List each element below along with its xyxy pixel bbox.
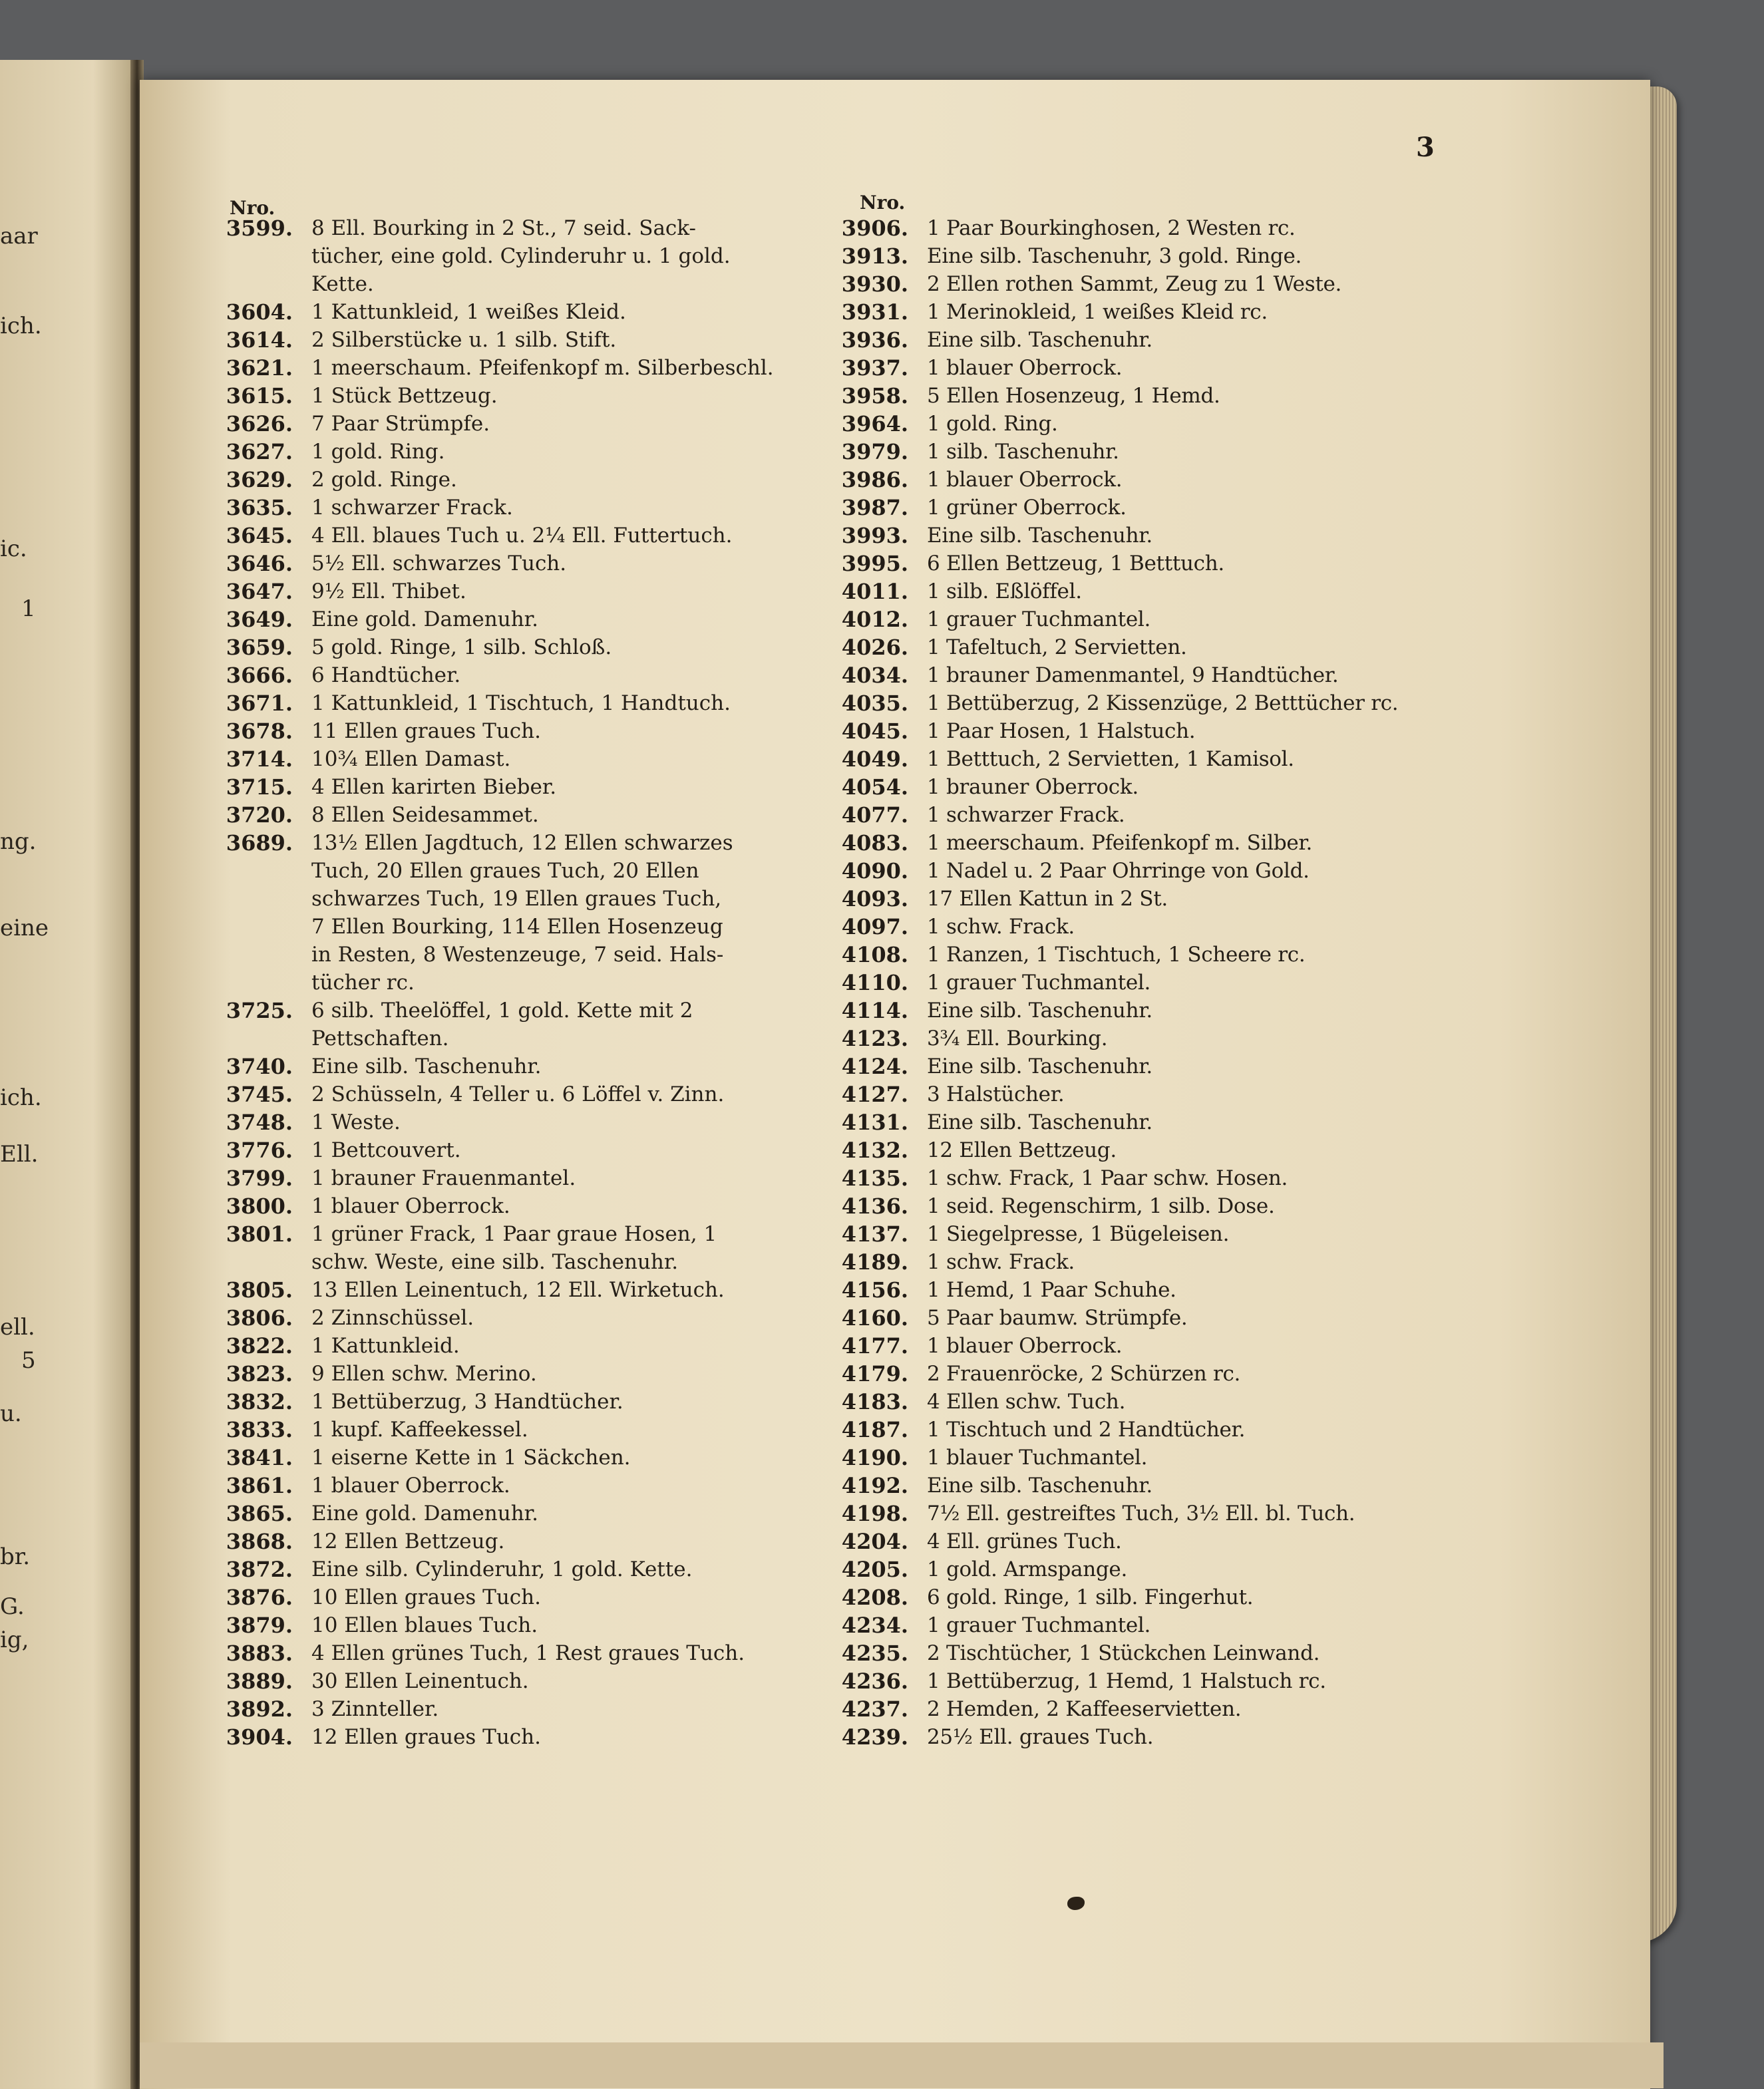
entry-number: 4108. <box>841 942 908 967</box>
page-bottom-margin <box>140 2042 1664 2088</box>
entry-description: 3¾ Ell. Bourking. <box>927 1027 1108 1050</box>
entry-description: 11 Ellen graues Tuch. <box>311 719 541 743</box>
entry-number: 4208. <box>841 1585 908 1610</box>
entry-description: 1 brauner Damenmantel, 9 Handtücher. <box>927 663 1339 687</box>
entry-number: 3861. <box>226 1473 293 1498</box>
entry-number: 3805. <box>226 1277 293 1303</box>
list-item <box>808 745 1506 773</box>
list-item <box>808 382 1506 410</box>
entry-description: 1 Siegelpresse, 1 Bügeleisen. <box>927 1222 1230 1246</box>
entry-description: 1 schwarzer Frack. <box>311 496 513 520</box>
entry-number: 3822. <box>226 1333 293 1359</box>
entry-description: 2 Ellen rothen Sammt, Zeug zu 1 Weste. <box>927 272 1342 296</box>
entry-number: 3627. <box>226 439 293 464</box>
entry-number: 4204. <box>841 1529 908 1554</box>
entry-description: 1 silb. Eßlöffel. <box>927 579 1082 603</box>
entry-description: 1 Kattunkleid, 1 weißes Kleid. <box>311 300 626 324</box>
entry-number: 4137. <box>841 1221 908 1247</box>
entry-number: 3604. <box>226 299 293 325</box>
entry-description: 1 meerschaum. Pfeifenkopf m. Silber. <box>927 831 1313 855</box>
list-item <box>808 1723 1506 1751</box>
entry-number: 4136. <box>841 1194 908 1219</box>
entry-description: 1 grauer Tuchmantel. <box>927 607 1151 631</box>
list-item <box>808 270 1506 298</box>
entry-number: 3806. <box>226 1305 293 1331</box>
entry-description: 13 Ellen Leinentuch, 12 Ell. Wirketuch. <box>311 1278 725 1302</box>
entry-description: 1 grauer Tuchmantel. <box>927 1613 1151 1637</box>
entry-number: 4012. <box>841 607 908 632</box>
entry-number: 4127. <box>841 1082 908 1107</box>
entry-number: 3883. <box>226 1641 293 1666</box>
page-number: 3 <box>1416 132 1435 163</box>
list-item <box>808 1555 1506 1583</box>
entry-description: 25½ Ell. graues Tuch. <box>927 1725 1154 1749</box>
entry-number: 3832. <box>226 1389 293 1414</box>
list-item <box>808 689 1506 717</box>
entry-number: 3635. <box>226 495 293 520</box>
left-page-fragment-text: ich. <box>0 313 42 339</box>
entry-number: 3599. <box>226 216 293 241</box>
entry-description: 1 Kattunkleid, 1 Tischtuch, 1 Handtuch. <box>311 691 731 715</box>
entry-number: 4189. <box>841 1249 908 1275</box>
list-item <box>808 913 1506 941</box>
entry-description: 5 gold. Ringe, 1 silb. Schloß. <box>311 635 612 659</box>
entry-number: 4049. <box>841 746 908 772</box>
entry-description: Eine silb. Taschenuhr. <box>927 1110 1152 1134</box>
entry-number: 4235. <box>841 1641 908 1666</box>
list-item <box>808 1080 1506 1108</box>
entry-description: 1 Hemd, 1 Paar Schuhe. <box>927 1278 1176 1302</box>
entry-number: 3889. <box>226 1669 293 1694</box>
entry-number: 3720. <box>226 802 293 828</box>
entry-description: 1 brauner Frauenmantel. <box>311 1166 576 1190</box>
entry-number: 3833. <box>226 1417 293 1442</box>
entry-description: 10 Ellen graues Tuch. <box>311 1585 541 1609</box>
entry-description: 7 Paar Strümpfe. <box>311 412 490 436</box>
entry-description: 4 Ell. grünes Tuch. <box>927 1529 1122 1553</box>
left-page-fragment-text: ng. <box>0 828 37 855</box>
entry-description: 1 blauer Tuchmantel. <box>927 1446 1148 1470</box>
entry-description: 13½ Ellen Jagdtuch, 12 Ellen schwarzes Tuch, 20 Ellen graues Tuch, 20 Ellen schwarzes Tuch, 19 Ellen graues Tuch, 7 Ellen Bourking, 114 Ellen Hosenzeug in Resten, 8 Westenzeuge, 7 seid. Hals- tücher rc. <box>311 831 733 995</box>
entry-number: 4110. <box>841 970 908 995</box>
entry-description: 2 gold. Ringe. <box>311 468 457 492</box>
entry-number: 3937. <box>841 355 908 381</box>
left-page-fragment-text: ig, <box>0 1627 29 1653</box>
entry-description: 1 schwarzer Frack. <box>927 803 1125 827</box>
entry-number: 4045. <box>841 719 908 744</box>
entry-description: 1 silb. Taschenuhr. <box>927 440 1119 464</box>
entry-number: 4011. <box>841 579 908 604</box>
list-item <box>808 1332 1506 1360</box>
entry-number: 3645. <box>226 523 293 548</box>
entry-description: 1 Merinokleid, 1 weißes Kleid rc. <box>927 300 1268 324</box>
entry-number: 3995. <box>841 551 908 576</box>
entry-description: 2 Frauenröcke, 2 Schürzen rc. <box>927 1362 1241 1386</box>
entry-number: 4054. <box>841 774 908 800</box>
entry-number: 3868. <box>226 1529 293 1554</box>
entry-description: 1 Bettüberzug, 1 Hemd, 1 Halstuch rc. <box>927 1669 1326 1693</box>
entry-number: 3964. <box>841 411 908 436</box>
list-item <box>808 1108 1506 1136</box>
list-item <box>808 522 1506 550</box>
entry-number: 4179. <box>841 1361 908 1386</box>
entry-number: 4234. <box>841 1613 908 1638</box>
entry-description: 9½ Ell. Thibet. <box>311 579 466 603</box>
entry-description: 1 grauer Tuchmantel. <box>927 971 1151 995</box>
entry-description: Eine silb. Taschenuhr. <box>927 1474 1152 1498</box>
list-item <box>808 242 1506 270</box>
list-item <box>808 1276 1506 1304</box>
entry-number: 4114. <box>841 998 908 1023</box>
entry-number: 3621. <box>226 355 293 381</box>
entry-description: 1 Kattunkleid. <box>311 1334 460 1358</box>
entry-description: 2 Zinnschüssel. <box>311 1306 474 1330</box>
entry-number: 4135. <box>841 1166 908 1191</box>
list-item <box>808 1527 1506 1555</box>
entry-description: Eine silb. Taschenuhr, 3 gold. Ringe. <box>927 244 1302 268</box>
entry-description: 1 eiserne Kette in 1 Säckchen. <box>311 1446 631 1470</box>
entry-number: 3801. <box>226 1221 293 1247</box>
entry-number: 3646. <box>226 551 293 576</box>
left-page-fragment-text: 1 <box>21 595 36 622</box>
entry-number: 4160. <box>841 1305 908 1331</box>
entry-description: 1 meerschaum. Pfeifenkopf m. Silberbeschl. <box>311 356 774 380</box>
entry-description: 1 grüner Frack, 1 Paar graue Hosen, 1 schw. Weste, eine silb. Taschenuhr. <box>311 1222 717 1274</box>
entry-description: 8 Ell. Bourking in 2 St., 7 seid. Sack- tücher, eine gold. Cylinderuhr u. 1 gold. Kette. <box>311 216 731 296</box>
entry-number: 3626. <box>226 411 293 436</box>
entry-number: 3615. <box>226 383 293 408</box>
entry-number: 4026. <box>841 635 908 660</box>
entry-description: 1 schw. Frack. <box>927 915 1075 939</box>
entry-number: 4190. <box>841 1445 908 1470</box>
entry-description: 2 Hemden, 2 Kaffeeservietten. <box>927 1697 1242 1721</box>
left-page-fragment-text: G. <box>0 1593 25 1620</box>
list-item <box>808 326 1506 354</box>
entry-number: 3714. <box>226 746 293 772</box>
left-page-fragment-text: aar <box>0 223 38 249</box>
entry-number: 4077. <box>841 802 908 828</box>
entry-number: 3993. <box>841 523 908 548</box>
list-item <box>808 1472 1506 1500</box>
entry-description: Eine gold. Damenuhr. <box>311 607 538 631</box>
entry-description: 2 Tischtücher, 1 Stückchen Leinwand. <box>927 1641 1320 1665</box>
entry-number: 3872. <box>226 1557 293 1582</box>
entry-description: 5 Paar baumw. Strümpfe. <box>927 1306 1188 1330</box>
entry-number: 4131. <box>841 1110 908 1135</box>
entry-description: 5½ Ell. schwarzes Tuch. <box>311 552 567 575</box>
list-item <box>808 1052 1506 1080</box>
left-page-fragment-text: Ell. <box>0 1141 39 1168</box>
list-item <box>808 857 1506 885</box>
entry-number: 3671. <box>226 691 293 716</box>
entry-number: 4034. <box>841 663 908 688</box>
entry-number: 3876. <box>226 1585 293 1610</box>
left-page-fragment-text: br. <box>0 1543 31 1570</box>
left-page-fragment-text: ich. <box>0 1084 42 1111</box>
list-item <box>808 466 1506 494</box>
entry-description: 1 Stück Bettzeug. <box>311 384 498 408</box>
entry-description: 1 seid. Regenschirm, 1 silb. Dose. <box>927 1194 1275 1218</box>
list-item <box>808 1136 1506 1164</box>
left-page-fragment-text: u. <box>0 1400 22 1427</box>
entry-description: 9 Ellen schw. Merino. <box>311 1362 537 1386</box>
entry-number: 3879. <box>226 1613 293 1638</box>
entry-number: 3799. <box>226 1166 293 1191</box>
list-item <box>808 550 1506 577</box>
left-page-fragment-text: ell. <box>0 1314 35 1341</box>
entry-description: 1 gold. Ring. <box>311 440 445 464</box>
list-item <box>808 1248 1506 1276</box>
list-item <box>808 829 1506 857</box>
entry-description: 1 Weste. <box>311 1110 401 1134</box>
entry-description: 4 Ellen schw. Tuch. <box>927 1390 1126 1414</box>
entry-number: 4239. <box>841 1724 908 1750</box>
list-item <box>808 494 1506 522</box>
entry-description: 3 Zinnteller. <box>311 1697 439 1721</box>
entry-description: 2 Schüsseln, 4 Teller u. 6 Löffel v. Zinn. <box>311 1082 725 1106</box>
entry-number: 3906. <box>841 216 908 241</box>
entry-number: 3800. <box>226 1194 293 1219</box>
entry-description: 10 Ellen blaues Tuch. <box>311 1613 538 1637</box>
entry-number: 4132. <box>841 1138 908 1163</box>
entry-description: Eine silb. Taschenuhr. <box>927 1054 1152 1078</box>
entry-description: 1 Bettcouvert. <box>311 1138 461 1162</box>
list-item <box>808 1611 1506 1639</box>
entry-number: 3647. <box>226 579 293 604</box>
entry-description: 1 gold. Armspange. <box>927 1557 1127 1581</box>
entry-number: 4093. <box>841 886 908 911</box>
entry-description: 3 Halstücher. <box>927 1082 1065 1106</box>
entry-description: 12 Ellen Bettzeug. <box>311 1529 505 1553</box>
entry-number: 4090. <box>841 858 908 884</box>
entry-number: 4236. <box>841 1669 908 1694</box>
entry-description: 1 blauer Oberrock. <box>927 1334 1123 1358</box>
list-item <box>808 941 1506 969</box>
list-item <box>808 1220 1506 1248</box>
list-item <box>808 801 1506 829</box>
list-item <box>808 1444 1506 1472</box>
entry-description: 6 Ellen Bettzeug, 1 Betttuch. <box>927 552 1224 575</box>
list-item <box>808 1416 1506 1444</box>
entry-number: 3987. <box>841 495 908 520</box>
entry-number: 3892. <box>226 1696 293 1722</box>
entry-description: 1 blauer Oberrock. <box>927 468 1123 492</box>
list-item <box>808 717 1506 745</box>
right-column <box>808 214 1506 1751</box>
entry-description: Eine silb. Taschenuhr. <box>311 1054 542 1078</box>
entry-number: 3614. <box>226 327 293 353</box>
list-item <box>808 997 1506 1025</box>
entry-description: 1 Nadel u. 2 Paar Ohrringe von Gold. <box>927 859 1310 883</box>
entry-description: 1 Bettüberzug, 2 Kissenzüge, 2 Betttücher rc. <box>927 691 1399 715</box>
entry-number: 4124. <box>841 1054 908 1079</box>
entry-number: 4177. <box>841 1333 908 1359</box>
entry-number: 3979. <box>841 439 908 464</box>
entry-description: 1 Paar Bourkinghosen, 2 Westen rc. <box>927 216 1296 240</box>
entry-description: 8 Ellen Seidesammet. <box>311 803 539 827</box>
list-item <box>808 1388 1506 1416</box>
entry-number: 3748. <box>226 1110 293 1135</box>
entry-description: 10¾ Ellen Damast. <box>311 747 511 771</box>
entry-description: 1 Tischtuch und 2 Handtücher. <box>927 1418 1246 1442</box>
list-item <box>808 410 1506 438</box>
entry-description: 1 schw. Frack. <box>927 1250 1075 1274</box>
entry-number: 3986. <box>841 467 908 492</box>
entry-description: 12 Ellen graues Tuch. <box>311 1725 541 1749</box>
list-item <box>808 969 1506 997</box>
entry-description: 1 Ranzen, 1 Tischtuch, 1 Scheere rc. <box>927 943 1306 967</box>
entry-description: Eine silb. Taschenuhr. <box>927 999 1152 1023</box>
entry-number: 4192. <box>841 1473 908 1498</box>
left-page-fragment <box>0 60 133 2089</box>
entry-description: 5 Ellen Hosenzeug, 1 Hemd. <box>927 384 1220 408</box>
entry-description: 1 schw. Frack, 1 Paar schw. Hosen. <box>927 1166 1288 1190</box>
entry-description: 6 gold. Ringe, 1 silb. Fingerhut. <box>927 1585 1254 1609</box>
entry-description: 6 Handtücher. <box>311 663 461 687</box>
entry-number: 3715. <box>226 774 293 800</box>
entry-number: 3841. <box>226 1445 293 1470</box>
entry-number: 4187. <box>841 1417 908 1442</box>
entry-number: 3666. <box>226 663 293 688</box>
entry-number: 3689. <box>226 830 293 856</box>
entry-description: 4 Ellen grünes Tuch, 1 Rest graues Tuch. <box>311 1641 745 1665</box>
entry-number: 4205. <box>841 1557 908 1582</box>
entry-description: 1 gold. Ring. <box>927 412 1058 436</box>
entry-number: 3931. <box>841 299 908 325</box>
entry-description: 1 Betttuch, 2 Servietten, 1 Kamisol. <box>927 747 1294 771</box>
left-column-header: Nro. <box>230 197 275 219</box>
left-page-fragment-text: eine <box>0 915 49 941</box>
entry-description: 1 blauer Oberrock. <box>311 1194 510 1218</box>
entry-description: 30 Ellen Leinentuch. <box>311 1669 529 1693</box>
list-item <box>808 605 1506 633</box>
entry-description: 12 Ellen Bettzeug. <box>927 1138 1117 1162</box>
entry-number: 3904. <box>226 1724 293 1750</box>
list-item <box>808 885 1506 913</box>
entry-description: 1 kupf. Kaffeekessel. <box>311 1418 528 1442</box>
entry-description: 1 blauer Oberrock. <box>311 1474 510 1498</box>
entry-number: 4083. <box>841 830 908 856</box>
entry-number: 3865. <box>226 1501 293 1526</box>
left-page-fragment-text: ic. <box>0 536 27 562</box>
entry-number: 3745. <box>226 1082 293 1107</box>
entry-number: 3776. <box>226 1138 293 1163</box>
list-item <box>808 1583 1506 1611</box>
entry-number: 3725. <box>226 998 293 1023</box>
list-item <box>808 773 1506 801</box>
entry-description: 4 Ell. blaues Tuch u. 2¼ Ell. Futtertuch. <box>311 524 733 548</box>
entry-description: 2 Silberstücke u. 1 silb. Stift. <box>311 328 617 352</box>
list-item <box>808 298 1506 326</box>
list-item <box>808 1639 1506 1667</box>
list-item <box>808 661 1506 689</box>
list-item <box>808 1025 1506 1052</box>
entry-description: 1 grüner Oberrock. <box>927 496 1127 520</box>
list-item <box>808 1695 1506 1723</box>
entry-number: 4183. <box>841 1389 908 1414</box>
entry-number: 3913. <box>841 243 908 269</box>
list-item <box>808 577 1506 605</box>
entry-description: 1 Tafeltuch, 2 Servietten. <box>927 635 1187 659</box>
entry-number: 3823. <box>226 1361 293 1386</box>
entry-number: 4198. <box>841 1501 908 1526</box>
entry-number: 4237. <box>841 1696 908 1722</box>
entry-description: Eine gold. Damenuhr. <box>311 1502 538 1526</box>
entry-description: 4 Ellen karirten Bieber. <box>311 775 557 799</box>
entry-number: 3629. <box>226 467 293 492</box>
entry-number: 3649. <box>226 607 293 632</box>
list-item <box>808 438 1506 466</box>
entry-description: 17 Ellen Kattun in 2 St. <box>927 887 1168 911</box>
list-item <box>808 1304 1506 1332</box>
entry-description: Eine silb. Cylinderuhr, 1 gold. Kette. <box>311 1557 693 1581</box>
list-item <box>808 1667 1506 1695</box>
left-page-fragment-text: 5 <box>21 1347 36 1374</box>
entry-description: Eine silb. Taschenuhr. <box>927 328 1152 352</box>
entry-number: 3930. <box>841 271 908 297</box>
entry-number: 4097. <box>841 914 908 939</box>
list-item <box>808 214 1506 242</box>
entry-number: 3740. <box>226 1054 293 1079</box>
right-column-header: Nro. <box>860 192 906 214</box>
entry-number: 3678. <box>226 719 293 744</box>
entry-number: 4123. <box>841 1026 908 1051</box>
entry-description: 1 brauner Oberrock. <box>927 775 1139 799</box>
entry-description: Eine silb. Taschenuhr. <box>927 524 1152 548</box>
entry-description: 1 Bettüberzug, 3 Handtücher. <box>311 1390 623 1414</box>
entry-number: 4035. <box>841 691 908 716</box>
list-item <box>808 354 1506 382</box>
entry-description: 1 Paar Hosen, 1 Halstuch. <box>927 719 1196 743</box>
entry-number: 3958. <box>841 383 908 408</box>
entry-description: 1 blauer Oberrock. <box>927 356 1123 380</box>
entry-number: 3936. <box>841 327 908 353</box>
list-item <box>808 1192 1506 1220</box>
list-item <box>808 633 1506 661</box>
entry-description: 6 silb. Theelöffel, 1 gold. Kette mit 2 Pettschaften. <box>311 999 693 1050</box>
list-item <box>808 1360 1506 1388</box>
list-item <box>808 1500 1506 1527</box>
list-item <box>808 1164 1506 1192</box>
entry-description: 7½ Ell. gestreiftes Tuch, 3½ Ell. bl. Tuch. <box>927 1502 1355 1526</box>
entry-number: 4156. <box>841 1277 908 1303</box>
entry-number: 3659. <box>226 635 293 660</box>
